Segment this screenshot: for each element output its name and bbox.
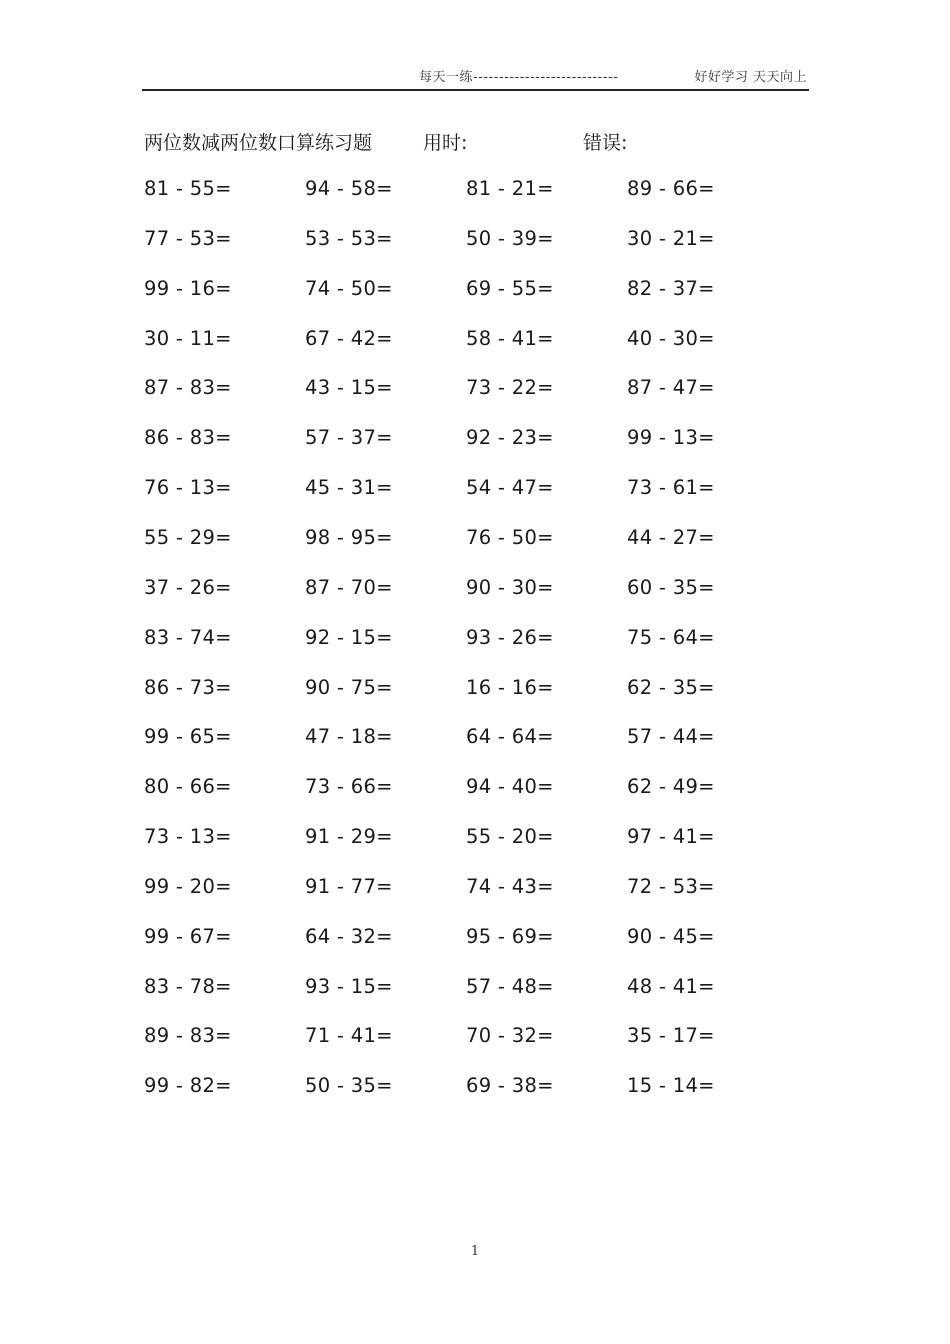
problem-item: 69 - 55= <box>466 276 554 300</box>
page-number: 1 <box>470 1244 480 1259</box>
problem-item: 50 - 35= <box>305 1074 393 1098</box>
problem-item: 87 - 70= <box>305 575 393 599</box>
problem-item: 73 - 61= <box>627 476 715 500</box>
problem-item: 87 - 83= <box>144 376 232 400</box>
problem-item: 77 - 53= <box>144 226 232 250</box>
problem-item: 89 - 83= <box>144 1024 232 1048</box>
problem-item: 76 - 13= <box>144 476 232 500</box>
problem-item: 73 - 22= <box>466 376 554 400</box>
problem-item: 73 - 66= <box>305 775 393 799</box>
page-header <box>142 64 809 88</box>
problem-item: 99 - 20= <box>144 874 232 898</box>
problem-item: 86 - 83= <box>144 426 232 450</box>
problem-item: 98 - 95= <box>305 525 393 549</box>
problem-item: 99 - 13= <box>627 426 715 450</box>
problem-item: 57 - 48= <box>466 974 554 998</box>
errors-label: 错误: <box>583 132 628 154</box>
problem-item: 70 - 32= <box>466 1024 554 1048</box>
problem-item: 35 - 17= <box>627 1024 715 1048</box>
problem-item: 94 - 58= <box>305 177 393 200</box>
problem-item: 89 - 66= <box>627 177 715 200</box>
problem-item: 92 - 23= <box>466 426 554 450</box>
problem-item: 16 - 16= <box>466 675 554 699</box>
problem-item: 99 - 67= <box>144 924 232 948</box>
problem-item: 43 - 15= <box>305 376 393 400</box>
problem-item: 97 - 41= <box>627 825 715 849</box>
problem-item: 83 - 74= <box>144 625 232 649</box>
worksheet-title: 两位数减两位数口算练习题 <box>144 132 373 154</box>
problem-item: 48 - 41= <box>627 974 715 998</box>
problem-item: 81 - 55= <box>144 177 232 200</box>
problem-item: 81 - 21= <box>466 177 554 200</box>
problem-item: 62 - 35= <box>627 675 715 699</box>
problem-item: 45 - 31= <box>305 476 393 500</box>
problem-item: 76 - 50= <box>466 525 554 549</box>
problem-item: 30 - 11= <box>144 326 232 350</box>
problem-item: 15 - 14= <box>627 1074 715 1098</box>
problem-item: 80 - 66= <box>144 775 232 799</box>
problem-item: 90 - 75= <box>305 675 393 699</box>
problem-item: 83 - 78= <box>144 974 232 998</box>
problem-item: 82 - 37= <box>627 276 715 300</box>
problem-item: 58 - 41= <box>466 326 554 350</box>
problem-item: 64 - 32= <box>305 924 393 948</box>
problem-item: 44 - 27= <box>627 525 715 549</box>
header-divider <box>142 89 809 91</box>
problem-item: 40 - 30= <box>627 326 715 350</box>
problem-item: 50 - 39= <box>466 226 554 250</box>
problem-item: 47 - 18= <box>305 725 393 749</box>
problem-item: 30 - 21= <box>627 226 715 250</box>
problem-item: 64 - 64= <box>466 725 554 749</box>
problem-item: 94 - 40= <box>466 775 554 799</box>
problem-item: 71 - 41= <box>305 1024 393 1048</box>
title-row <box>144 128 764 158</box>
problem-item: 62 - 49= <box>627 775 715 799</box>
problem-item: 69 - 38= <box>466 1074 554 1098</box>
problem-item: 67 - 42= <box>305 326 393 350</box>
problem-item: 74 - 43= <box>466 874 554 898</box>
problem-item: 86 - 73= <box>144 675 232 699</box>
problem-item: 73 - 13= <box>144 825 232 849</box>
problem-item: 93 - 15= <box>305 974 393 998</box>
problem-item: 90 - 30= <box>466 575 554 599</box>
problem-item: 57 - 37= <box>305 426 393 450</box>
time-label: 用时: <box>423 132 468 154</box>
header-right-text: 好好学习 天天向上 <box>694 70 807 85</box>
problem-item: 90 - 45= <box>627 924 715 948</box>
problem-item: 53 - 53= <box>305 226 393 250</box>
problem-item: 55 - 29= <box>144 525 232 549</box>
problem-item: 54 - 47= <box>466 476 554 500</box>
problem-item: 91 - 77= <box>305 874 393 898</box>
problem-item: 99 - 16= <box>144 276 232 300</box>
problem-item: 60 - 35= <box>627 575 715 599</box>
problem-item: 57 - 44= <box>627 725 715 749</box>
problem-item: 99 - 82= <box>144 1074 232 1098</box>
problem-item: 91 - 29= <box>305 825 393 849</box>
problem-item: 92 - 15= <box>305 625 393 649</box>
problem-item: 74 - 50= <box>305 276 393 300</box>
problem-item: 87 - 47= <box>627 376 715 400</box>
header-left-text: 每天一练---------------------------- <box>419 70 619 85</box>
problem-item: 75 - 64= <box>627 625 715 649</box>
problem-item: 55 - 20= <box>466 825 554 849</box>
problem-item: 37 - 26= <box>144 575 232 599</box>
problem-item: 95 - 69= <box>466 924 554 948</box>
problem-item: 93 - 26= <box>466 625 554 649</box>
problem-item: 72 - 53= <box>627 874 715 898</box>
problem-item: 99 - 65= <box>144 725 232 749</box>
